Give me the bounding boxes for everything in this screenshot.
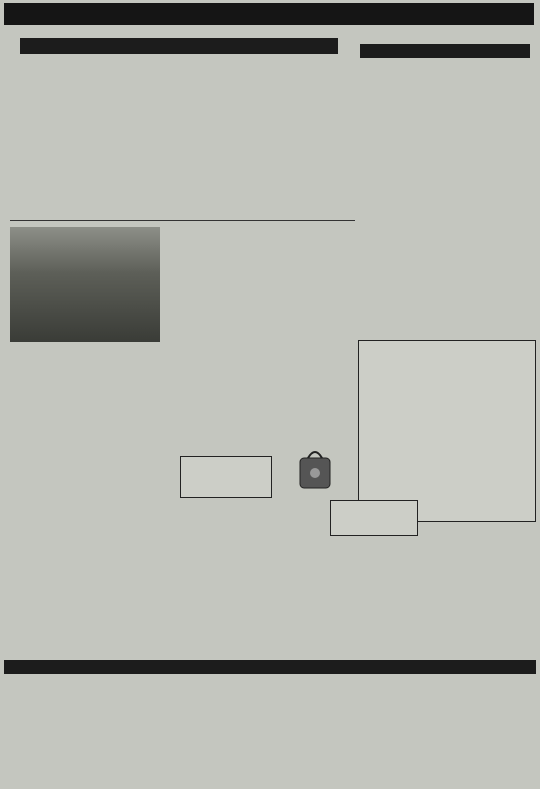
clubs-header — [20, 38, 338, 54]
excursion-column-3 — [293, 252, 355, 412]
sale-box — [330, 500, 418, 536]
excursion-column-1 — [165, 252, 225, 412]
excursion-column-2 — [229, 252, 289, 412]
section-banner — [4, 3, 534, 25]
orchestra-banner — [4, 660, 536, 674]
clubs-column-2 — [125, 58, 235, 218]
excursion-promo-text — [181, 457, 271, 463]
library-photo — [10, 227, 160, 342]
excursion-promo-box — [180, 456, 272, 498]
section-divider — [10, 220, 355, 221]
letters-text — [360, 62, 532, 332]
clubs-column-3 — [238, 58, 350, 218]
excursion-signature — [293, 416, 355, 424]
clubs-column-1 — [14, 58, 122, 218]
letters-header — [360, 44, 530, 58]
excursion-title — [165, 226, 355, 248]
travel-illustration — [290, 440, 340, 500]
library-article — [10, 224, 160, 524]
thanks-box — [358, 340, 536, 522]
thanks-text — [359, 341, 535, 345]
travel-bag-icon — [290, 440, 340, 500]
